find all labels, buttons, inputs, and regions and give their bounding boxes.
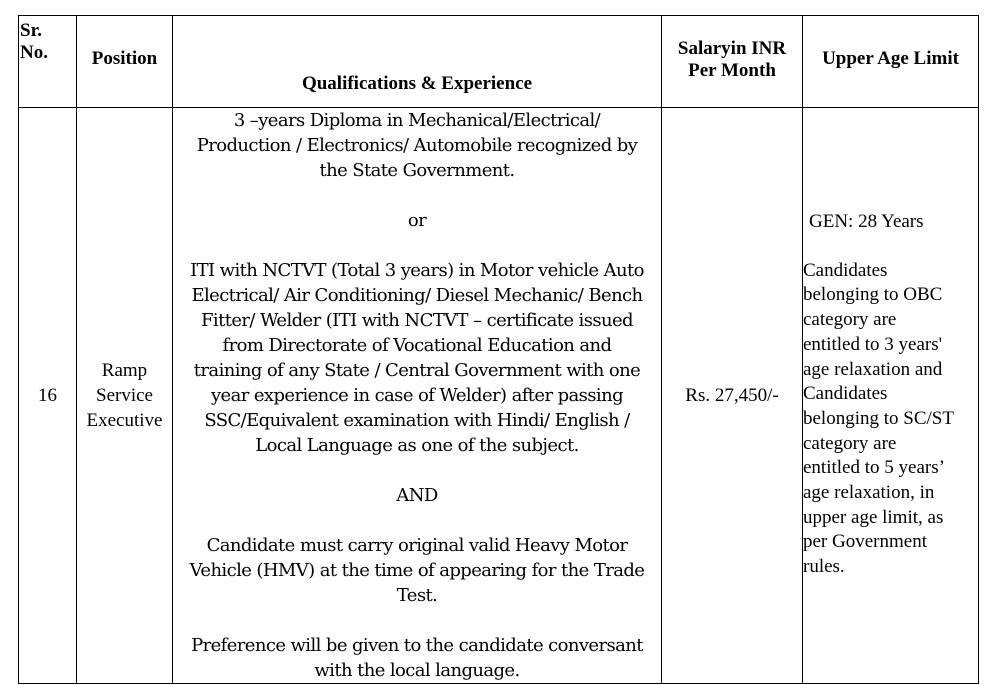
age-line: belonging to OBC [803,284,943,306]
qual-line: ITI with NCTVT (Total 3 years) in Motor vehicle Auto [190,260,644,281]
age-line: category are [803,309,897,331]
cell-qualifications [173,108,662,684]
age-line: belonging to SC/ST [803,407,954,429]
cell-age-limit [803,108,979,684]
qual-line: Preference will be given to the candidate conversant [191,635,643,656]
cell-position [77,108,173,684]
age-line: upper age limit, as [803,506,944,528]
age-line: age relaxation, in [803,482,935,504]
qual-line: Production / Electronics/ Automobile recognized by [196,135,638,156]
header-salary-line-1: Salaryin INR [677,37,787,59]
qual-line: from Directorate of Vocational Education and [222,335,612,356]
age-gen: GEN: 28 Years [809,211,924,232]
qual-line: Electrical/ Air Conditioning/ Diesel Mechanic/ Bench [191,285,643,306]
header-position: Position [77,16,173,108]
header-age-limit: Upper Age Limit [803,16,979,108]
age-line: entitled to 5 years’ [803,457,945,479]
header-qualifications: Qualifications & Experience [173,16,662,108]
qual-iti [173,258,661,458]
age-line: per Government [803,531,927,553]
header-row [19,16,979,108]
position-line: Executive [86,410,163,431]
qual-diploma [173,108,661,183]
qual-and: AND [396,485,438,506]
qual-line: the State Government. [319,160,515,181]
cell-sr-no: 16 [19,108,77,684]
qual-line: training of any State / Central Government with one [193,360,641,381]
qual-line: 3 –years Diploma in Mechanical/Electrical/ [233,110,601,131]
qual-line: SSC/Equivalent examination with Hindi/ English / [204,410,630,431]
header-sr-no [19,16,77,108]
age-line: entitled to 3 years' [803,333,943,355]
header-sr-line: Sr. [20,20,43,41]
age-line: age relaxation and [803,358,943,380]
qual-line: Vehicle (HMV) at the time of appearing for the Trade [189,560,645,581]
qual-preference [173,633,661,683]
qual-line: with the local language. [314,660,520,681]
header-salary-line-2: Per Month [688,59,776,81]
age-line: Candidates [803,259,888,281]
header-no-line: No. [20,42,48,63]
age-line: category are [803,432,897,454]
position-line: Service [96,385,153,406]
recruitment-table [18,15,979,684]
age-line: Candidates [803,383,888,405]
qual-or: or [407,210,427,231]
qual-line: year experience in case of Welder) after passing [210,385,623,406]
qual-line: Fitter/ Welder (ITI with NCTVT – certificate issued [201,310,633,331]
qual-line: Test. [396,585,438,606]
qual-hmv [173,533,661,608]
cell-salary: Rs. 27,450/- [662,108,803,684]
position-line: Ramp [101,360,148,381]
header-salary [662,16,803,108]
table-row [19,108,979,684]
qual-line: Candidate must carry original valid Heavy Motor [206,535,628,556]
qual-line: Local Language as one of the subject. [255,435,579,456]
age-line: rules. [803,556,845,578]
